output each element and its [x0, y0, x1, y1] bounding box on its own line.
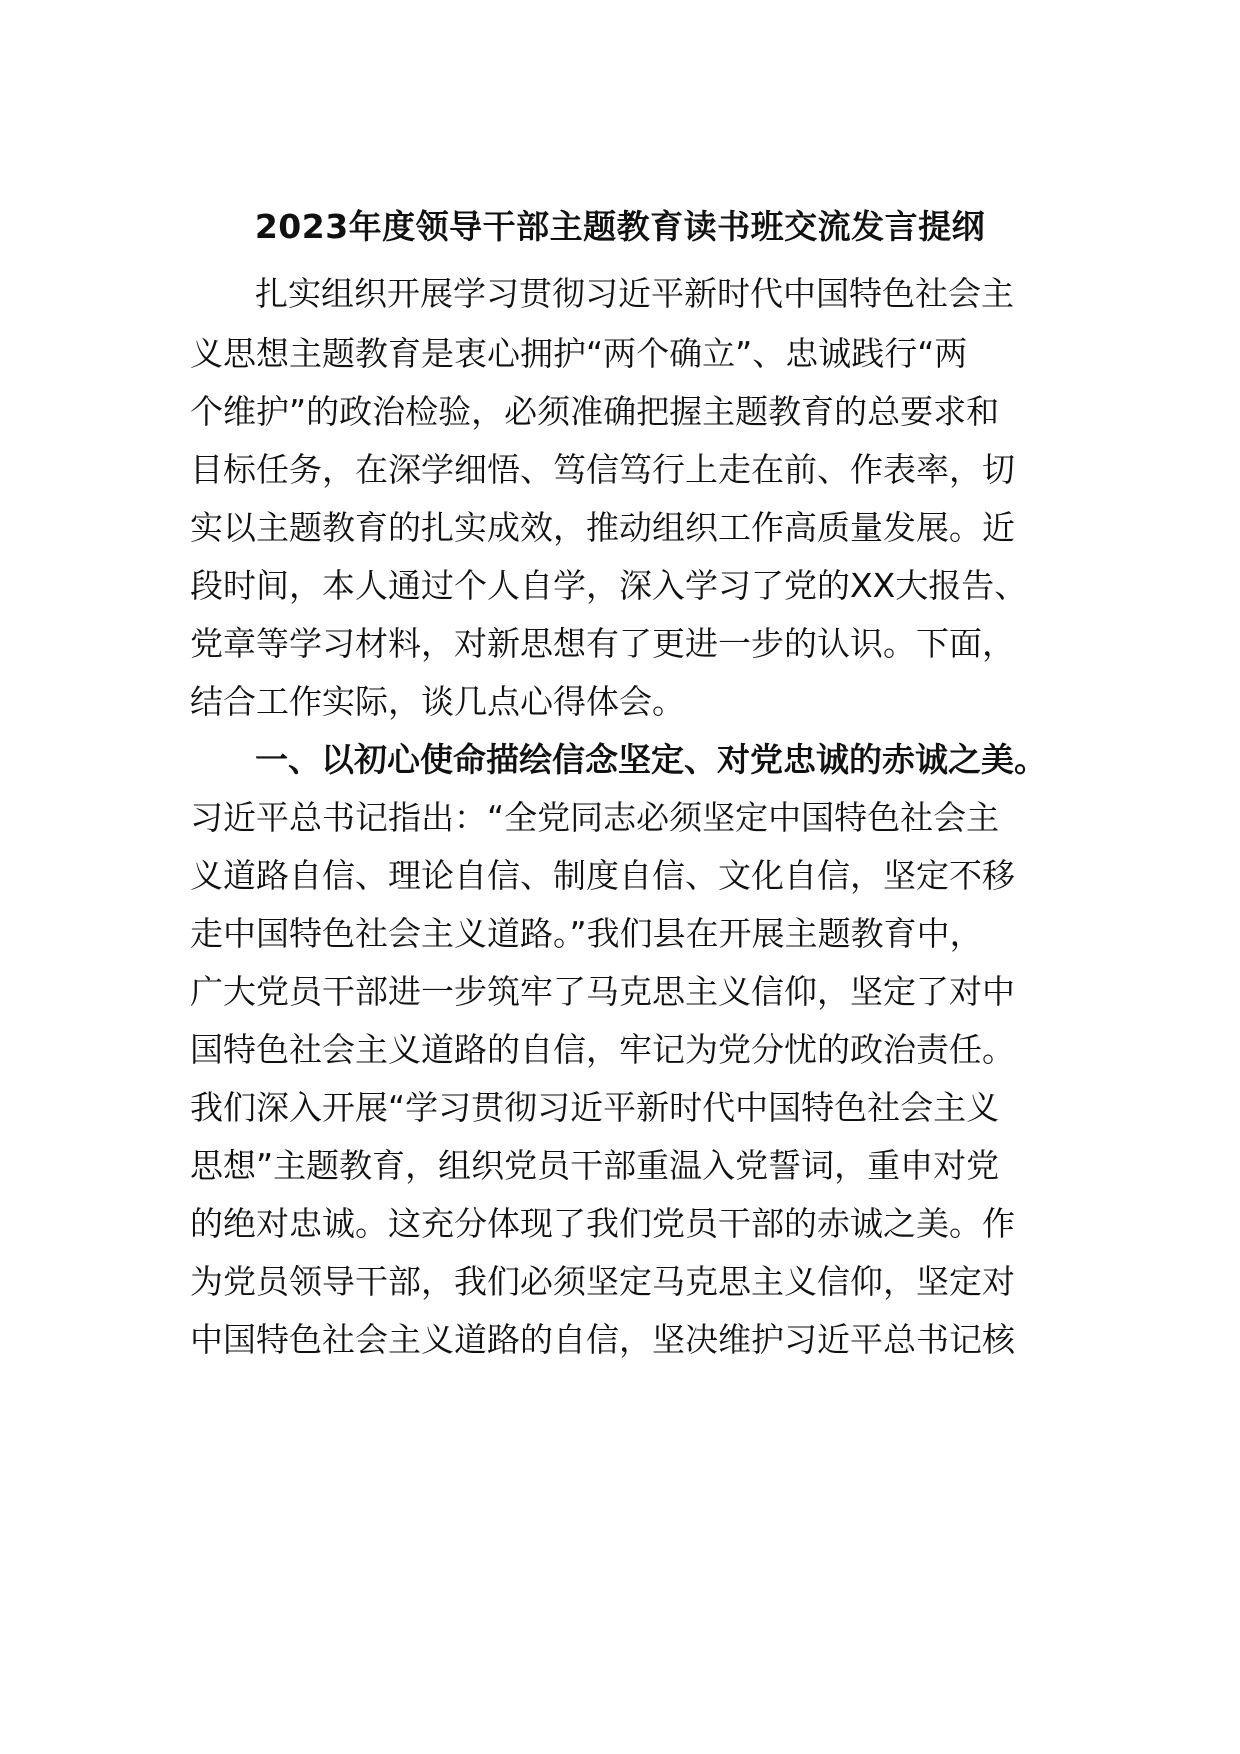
section-1-line-10: 中国特色社会主义道路的自信，坚决维护习近平总书记核 — [190, 1320, 1015, 1359]
section-1-line-7: 思想”主题教育，组织党员干部重温入党誓词，重申对党 — [190, 1146, 1000, 1185]
intro-line-6: 段时间，本人通过个人自学，深入学习了党的XX大报告、 — [190, 566, 1028, 605]
section-1-line-2: 义道路自信、理论自信、制度自信、文化自信，坚定不移 — [190, 856, 1015, 895]
document-title: 2023年度领导干部主题教育读书班交流发言提纲 — [254, 207, 986, 246]
section-1-heading: 一、以初心使命描绘信念坚定、对党忠诚的赤诚之美。 — [255, 740, 1047, 779]
intro-line-1: 扎实组织开展学习贯彻习近平新时代中国特色社会主 — [255, 274, 1014, 313]
section-1-line-5: 国特色社会主义道路的自信，牢记为党分忧的政治责任。 — [190, 1030, 1015, 1069]
section-1-line-4: 广大党员干部进一步筑牢了马克思主义信仰，坚定了对中 — [190, 972, 1015, 1011]
intro-line-2: 义思想主题教育是衷心拥护“两个确立”、忠诚践行“两 — [190, 334, 968, 373]
intro-line-4: 目标任务，在深学细悟、笃信笃行上走在前、作表率，切 — [190, 450, 1015, 489]
section-1-line-8: 的绝对忠诚。这充分体现了我们党员干部的赤诚之美。作 — [190, 1204, 1015, 1243]
section-1-line-9: 为党员领导干部，我们必须坚定马克思主义信仰，坚定对 — [190, 1262, 1015, 1301]
intro-line-5: 实以主题教育的扎实成效，推动组织工作高质量发展。近 — [190, 508, 1015, 547]
intro-line-3: 个维护”的政治检验，必须准确把握主题教育的总要求和 — [190, 392, 1000, 431]
intro-line-7: 党章等学习材料，对新思想有了更进一步的认识。下面， — [190, 624, 1015, 663]
section-1-line-1: 习近平总书记指出：“全党同志必须坚定中国特色社会主 — [190, 798, 1000, 837]
intro-line-8: 结合工作实际，谈几点心得体会。 — [190, 682, 685, 721]
section-1-line-3: 走中国特色社会主义道路。”我们县在开展主题教育中， — [190, 914, 983, 953]
section-1-line-6: 我们深入开展“学习贯彻习近平新时代中国特色社会主义 — [190, 1088, 1000, 1127]
